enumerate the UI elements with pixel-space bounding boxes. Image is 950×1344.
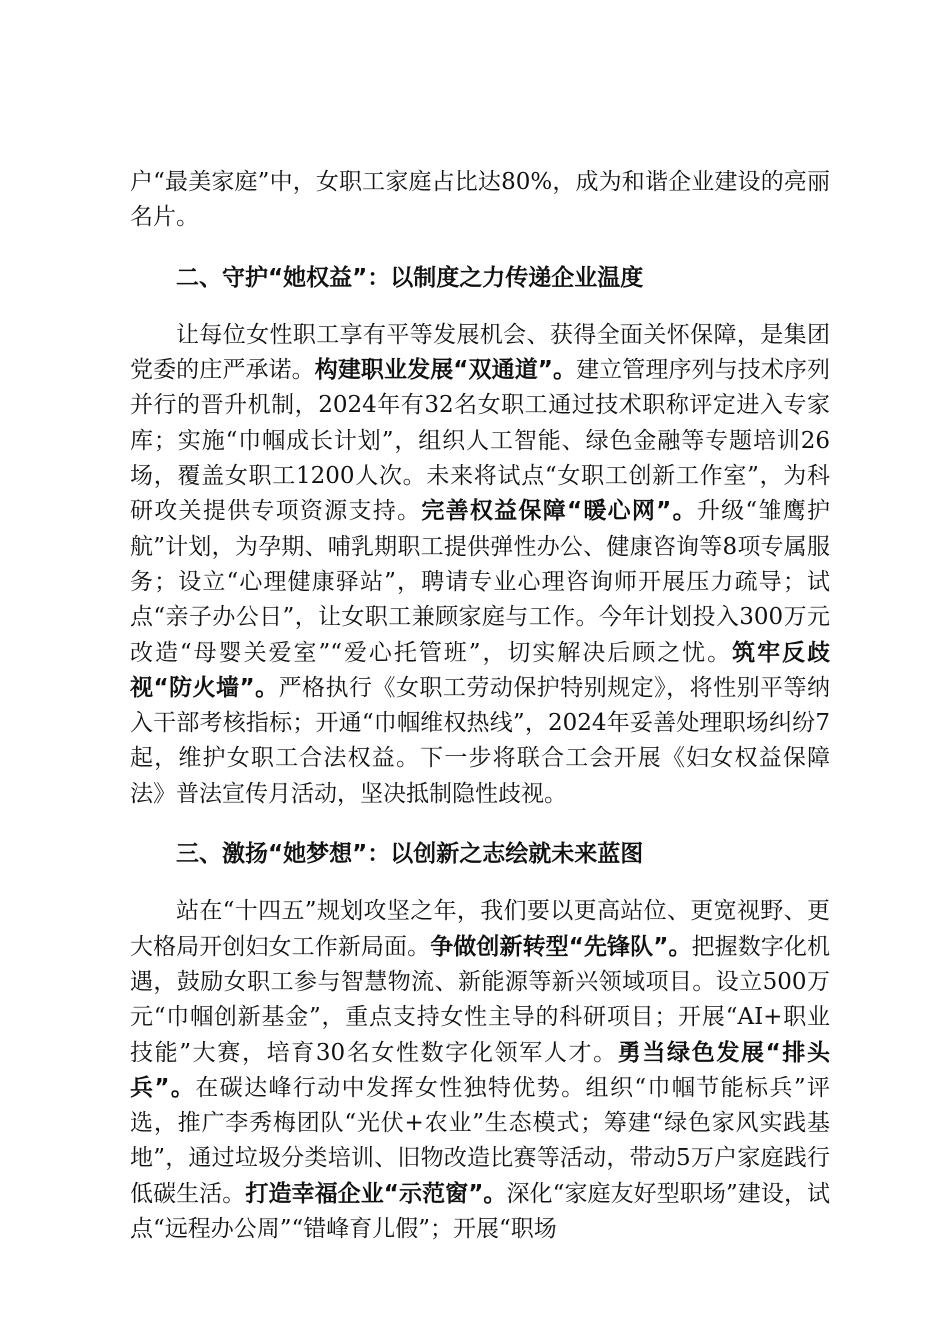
- section-3-text-1: 把握数字化机遇，鼓励女职工参与智慧物流、新能源等新兴领域项目。设立500万元“巾帼创新基金”，重点支持女性主导的科研项目；开展“AI+职业技能”大赛，培育30名女性数字化领军人才。: [130, 933, 831, 1066]
- section-3-highlight-1: 争做创新转型“先锋队”。: [430, 933, 692, 960]
- section-3-text-2: 在碳达峰行动中发挥女性独特优势。组织“巾帼节能标兵”评选，推广李秀梅团队“光伏+农业”生态模式；筹建“绿色家风实践基地”，通过垃圾分类培训、旧物改造比赛等活动，带动5万户家庭践行低碳生活。: [130, 1074, 830, 1207]
- section-2-highlight-1: 构建职业发展“双通道”。: [314, 357, 577, 384]
- section-3-text-3: 深化“家庭友好型职场”建设，试点“远程办公周”“错峰育儿假”；开展“职场: [130, 1180, 831, 1243]
- spacer: [130, 236, 830, 261]
- section-3-paragraph: [130, 894, 830, 1247]
- section-2-highlight-3: 筑牢反歧视“防火墙”。: [130, 639, 830, 701]
- section-3-lead-text: 站在“十四五”规划攻坚之年，我们要以更高站位、更宽视野、更大格局开创妇女工作新局面。: [130, 898, 830, 960]
- section-3-highlight-3: 打造幸福企业“示范窗”。: [245, 1180, 507, 1207]
- section-2-lead-text: 让每位女性职工享有平等发展机会、获得全面关怀保障，是集团党委的庄严承诺。: [130, 321, 830, 384]
- section-2-text-1: 建立管理序列与技术序列并行的晋升机制，2024年有32名女职工通过技术职称评定进入专家库；实施“巾帼成长计划”，组织人工智能、绿色金融等专题培训26场，覆盖女职工1200人次。未来将试点“女职工创新工作室”，为科研攻关提供专项资源支持。: [130, 357, 831, 525]
- section-2-highlight-2: 完善权益保障“暖心网”。: [421, 498, 697, 525]
- section-3-heading: 三、激扬“她梦想”：以创新之志绘就未来蓝图: [176, 841, 644, 868]
- spacer: [130, 872, 830, 894]
- intro-paragraph: 户“最美家庭”中，女职工家庭占比达80%，成为和谐企业建设的亮丽名片。: [130, 169, 830, 231]
- section-2-paragraph: [130, 318, 830, 812]
- spacer: [130, 296, 830, 318]
- spacer: [130, 812, 830, 837]
- section-2-text-2: 升级“雏鹰护航”计划，为孕期、哺乳期职工提供弹性办公、健康咨询等8项专属服务；设立“心理健康驿站”，聘请专业心理咨询师开展压力疏导；试点“亲子办公日”，让女职工兼顾家庭与工作。今年计划投入300万元改造“母婴关爱室”“爱心托管班”，切实解决后顾之忧。: [130, 498, 830, 666]
- section-3-highlight-2: 勇当绿色发展“排头兵”。: [130, 1039, 830, 1101]
- section-2-heading: 二、守护“她权益”：以制度之力传递企业温度: [176, 264, 644, 291]
- section-2-text-3: 严格执行《女职工劳动保护特别规定》，将性别平等纳入干部考核指标；开通“巾帼维权热线”，2024年妥善处理职场纠纷7起，维护女职工合法权益。下一步将联合工会开展《妇女权益保障法》普法宣传月活动，坚决抵制隐性歧视。: [130, 674, 830, 807]
- text-column: [130, 165, 830, 1247]
